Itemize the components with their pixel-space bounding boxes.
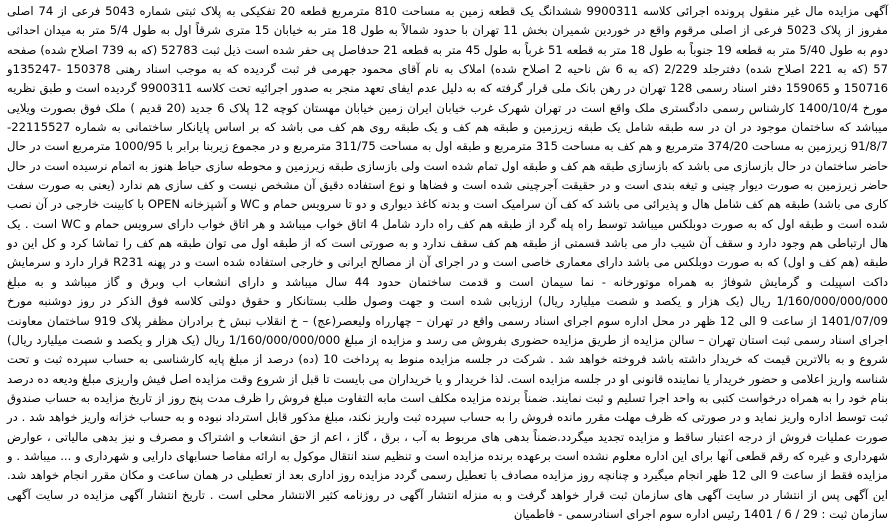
auction-notice-text: آگهی مزایده مال غیر منقول پرونده اجرائی کلاسه 9900311 ششدانگ یک قطعه زمین به مساحت 810 مترمربع قطعه 20 تفکیکی به پلاک ثبتی شماره 5043 فرعی از 74 اصلی مفروز از پلاک 5023 فرعی از اصلی مرقوم واقع در خوردین شمیران بخش 11 تهران با حدود شمالاً به طول 18 متر به خیابان 15 متری شرقاً اول به طول 5/4 متر به میدان احداثی دوم به طول 5/40 متر به قطعه 19 جنوباً به طول 18 متر به قطعه 51 غرباً به طول 45 متر به قطعه 21 حدفاصل پی حفر شده است ذیل ثبت 52783 (که به 739 اصلاح شده) صفحه 57 (که به 221 اصلاح شده) دفترجلد 2/229 (که به 6 ش ناحیه 2 اصلاح شده) املاک به نام آقای محمود جهرمی فر ثبت گردیده که به موجب اسناد رهنی 150378 -135247و 150716 و 159065 دفتر اسناد رسمی 128 تهران در رهن بانک ملی قرار گرفته که به دلیل عدم ایفای تعهد منجر به صدور اجرائیه تحت کلاسه 9900311 گردیده است و طبق نظریه مورخ 1400/10/4 کارشناس رسمی دادگستری ملک واقع است در تهران شهرک غرب خیابان ایران زمین خیابان مهستان کوچه 12 پلاک 6 جدید (20 قدیم ) ملک فوق بصورت ویلایی میباشد که ساختمان موجود در ان در سه طبقه شامل یک طبقه زیرزمین و طبقه هم کف و یک طبقه روی هم کف می باشد که بر اساس پایانکار ساختمانی به شماره 22115527- 91/8/7 زیرزمین به مساحت 374/20 مترمربع و هم کف به مساحت 315 مترمربع و طبقه اول به مساحت 311/75 مترمربع و در مجموع زیربنا برابر با 1000/95 مترمربع است در حال حاضر ساختمان در حال بازسازی می باشد که بازسازی طبقه هم کف و طبقه اول تمام شده است ولی بازسازی طبقه زیرزمین و محوطه سازی حیاط هنوز به اتمام نرسیده است در حال حاضر زیرزمین به صورت دیوار چینی و تیغه بندی است و در حقیقت آجرچینی شده است و فضاها و نوع استفاده دقیق آن مشخص نیست و کف سازی هم ندارد (یعنی به صورت سفت کاری می باشد) طبقه هم کف شامل هال و پذیرائی می باشد که کف آن سرامیک است و بدنه کاغذ دیواری و دو تا سرویس حمام و WC و آشپزخانه OPEN با کابینت خارجی در آن نصب شده است و طبقه اول که به صورت دوبلکس میباشد توسط راه پله گرد از طبقه هم کف راه دارد شامل 4 اتاق خواب میباشد و هر اتاق خواب دارای سرویس حمام و WC است . یک هال ارتباطی هم وجود دارد و سقف آن شیب دار می باشد قسمتی از طبقه هم کف سقف ندارد و به صورتی است که از طبقه اول می توان طبقه هم کف را تماشا کرد و کل این دو طبقه (هم کف و اول) که به صورت دوبلکس می باشد دارای معماری خاصی است و در اجرای آن از مصالح ایرانی و خارجی استفاده شده است و در پهنه R231 قرار دارد و سرمایش داکت اسپیلت و گرمایش شوفاژ به همراه موتورخانه - نما سیمان است و قدمت ساختمان حدود 44 سال میباشد و دارای انشعاب اب وبرق و گاز میباشد و به مبلغ 1/160/000/000/000 ریال (یک هزار و یکصد و شصت میلیارد ریال) ارزیابی شده است و جهت وصول طلب بستانکار و حقوق دولتی کلاسه فوق الذکر در روز دوشنبه مورخ 1401/07/09 از ساعت 9 الی 12 ظهر در محل اداره سوم اجرای اسناد رسمی واقع در تهران – چهارراه ولیعصر(عج) – خ انقلاب نبش خ برادران مظفر پلاک 919 ساختمان معاونت اجرای اسناد رسمی ثبت استان تهران – سالن مزایده از طریق مزایده حضوری بفروش می رسد و مزایده از مبلغ 1/160/000/000/000 ریال (یک هزار و یکصد و شصت میلیارد ریال) شروع و به بالاترین قیمت که خریدار داشته باشد فروخته خواهد شد . شرکت در جلسه مزایده منوط به پرداخت 10 (ده) درصد از مبلغ پایه کارشناسی به حساب سپرده ثبت و تحت شناسه واریز اعلامی و حضور خریدار یا نماینده قانونی او در جلسه مزایده است. لذا خریدار و یا خریداران می بایست تا قبل از شروع وقت مزایده اصل فیش واریزی مبلغ ودیعه ده درصد بنام خود را به همراه درخواست کتبی به واحد اجرا تسلیم و ثبت نمایند. ضمناً برنده مزایده مکلف است مابه التفاوت مبلغ فروش را ظرف مدت پنج روز از تاریخ مزایده به حساب صندوق ثبت توسط اداره واریز نماید و در صورتی که ظرف مهلت مقرر مانده فروش را به حساب سپرده ثبت واریز نکند، مبلغ مذکور قابل استرداد نبوده و به حساب خزانه واریز خواهد شد . در صورت عملیات فروش از درجه اعتبار ساقط و مزایده تجدید میگردد.ضمناً بدهی های مربوط به آب ، برق ، گاز ، اعم از حق انشعاب و اشتراک و مصرف و نیز بدهی مالیاتی ، عوارض شهرداری و غیره که رقم قطعی آنها برای این اداره معلوم نشده است برعهده برنده مزایده است و تنظیم سند انتقال موکول به ارائه مفاصا حسابهای دارایی و شهرداری و ... میباشد . و مزایده فقط از ساعت 9 الی 12 ظهر انجام میگیرد و چنانچه روز مزایده مصادف با تعطیل رسمی گردد مزایده روز اداری بعد از تعطیلی در همان ساعت و مکان مقرر انجام خواهد شد. این آگهی پس از انتشار در سایت آگهی های سازمان ثبت قرار خواهد گرفت و به منزله انتشار آگهی در روزنامه کثیر الانتشار محلی است . تاریخ انتشار آگهی مزایده در سایت آگهی سازمان ثبت : 29 / 6 / 1401 رئیس اداره سوم اجرای اسنادرسمی - فاطمیان bbox=[7, 4, 889, 521]
